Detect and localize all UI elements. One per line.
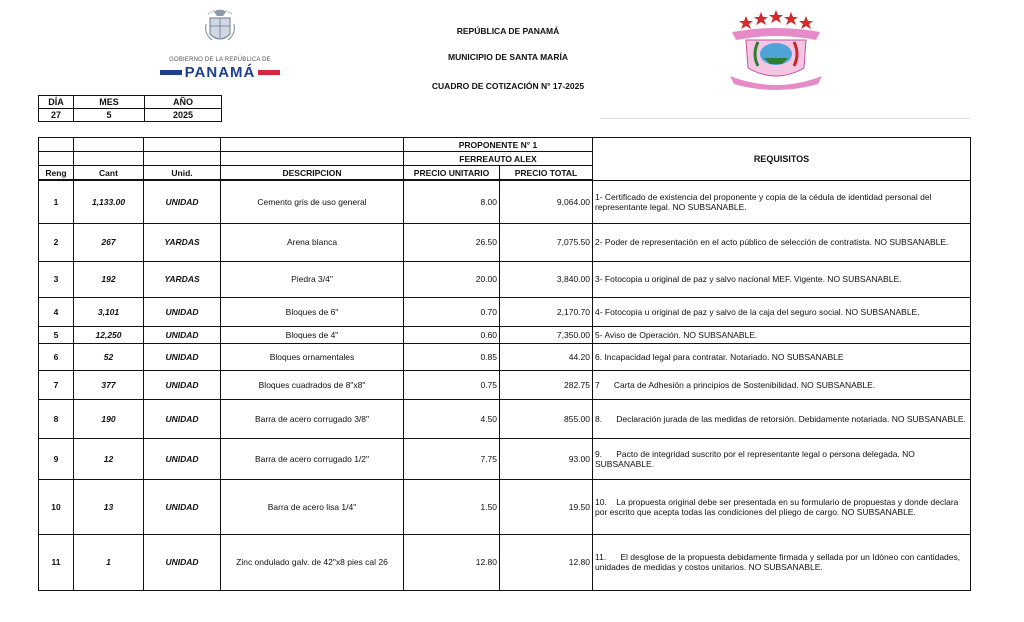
divider-line bbox=[600, 118, 970, 119]
table-row bbox=[39, 370, 971, 399]
header-blank bbox=[221, 138, 404, 152]
cell-requirement: 11. El desglose de la propuesta debidamente firmada y sellada por un Idóneo con cantidades, unidades de medidas y costos unitarios. NO SUBSANABLE. bbox=[593, 534, 971, 590]
cell-description: Arena blanca bbox=[221, 223, 404, 261]
gov-caption: GOBIERNO DE LA REPÚBLICA DE bbox=[169, 57, 271, 63]
cell-unid: UNIDAD bbox=[144, 479, 221, 534]
year-label: AÑO bbox=[145, 96, 222, 109]
column-header-unit-price: PRECIO UNITARIO bbox=[404, 166, 500, 181]
cell-requirement: 7 Carta de Adhesión a principios de Sostenibilidad. NO SUBSANABLE. bbox=[593, 370, 971, 399]
cell-cant: 1 bbox=[74, 534, 144, 590]
cell-total-price: 93.00 bbox=[500, 438, 593, 479]
cell-cant: 1,133.00 bbox=[74, 180, 144, 223]
cell-reng: 6 bbox=[39, 343, 74, 370]
table-row bbox=[39, 343, 971, 370]
gov-name-row bbox=[150, 64, 290, 81]
flag-bar-red bbox=[258, 70, 280, 75]
table-row bbox=[39, 534, 971, 590]
cell-reng: 10 bbox=[39, 479, 74, 534]
header-blank bbox=[144, 152, 221, 166]
cell-requirement: 2- Poder de representación en el acto público de selección de contratista. NO SUBSANABLE. bbox=[593, 223, 971, 261]
month-label: MES bbox=[74, 96, 145, 109]
heading-republic: REPÚBLICA DE PANAMÁ bbox=[456, 26, 560, 36]
cell-unit-price: 0.60 bbox=[404, 326, 500, 343]
cell-reng: 5 bbox=[39, 326, 74, 343]
cell-requirement: 4- Fotocopia u original de paz y salvo de la caja del seguro social. NO SUBSANABLE. bbox=[593, 297, 971, 326]
cell-requirement: 6. Incapacidad legal para contratar. Notariado. NO SUBSANABLE bbox=[593, 343, 971, 370]
column-header-description: DESCRIPCION bbox=[221, 166, 404, 181]
table-row bbox=[39, 479, 971, 534]
cell-cant: 52 bbox=[74, 343, 144, 370]
cell-reng: 4 bbox=[39, 297, 74, 326]
header-blank bbox=[39, 138, 74, 152]
cell-description: Zinc ondulado galv. de 42"x8 pies cal 26 bbox=[221, 534, 404, 590]
cell-description: Barra de acero corrugado 3/8" bbox=[221, 399, 404, 438]
header-blank bbox=[74, 138, 144, 152]
day-label: DÍA bbox=[39, 96, 74, 109]
cell-unit-price: 8.00 bbox=[404, 180, 500, 223]
coat-of-arms-icon bbox=[200, 6, 240, 50]
cell-unit-price: 0.70 bbox=[404, 297, 500, 326]
cell-description: Bloques cuadrados de 8"x8" bbox=[221, 370, 404, 399]
cell-unit-price: 7.75 bbox=[404, 438, 500, 479]
column-header-reng: Reng bbox=[39, 166, 74, 181]
cell-description: Bloques ornamentales bbox=[221, 343, 404, 370]
cell-unid: UNIDAD bbox=[144, 438, 221, 479]
cell-requirement: 1- Certificado de existencia del proponente y copia de la cédula de identidad personal del representante legal. NO SUBSANABLE. bbox=[593, 180, 971, 223]
cell-cant: 12 bbox=[74, 438, 144, 479]
table-row bbox=[39, 326, 971, 343]
cell-unit-price: 4.50 bbox=[404, 399, 500, 438]
cell-unid: YARDAS bbox=[144, 261, 221, 297]
date-box bbox=[38, 95, 222, 122]
cell-unit-price: 0.75 bbox=[404, 370, 500, 399]
proponent-header: PROPONENTE N° 1 bbox=[404, 138, 593, 152]
header-blank bbox=[221, 152, 404, 166]
heading-municipality: MUNICIPIO DE SANTA MARÍA bbox=[448, 52, 568, 62]
header-blank bbox=[144, 138, 221, 152]
cell-description: Barra de acero lisa 1/4" bbox=[221, 479, 404, 534]
day-value: 27 bbox=[39, 109, 74, 122]
municipal-seal bbox=[724, 10, 828, 92]
table-row bbox=[39, 297, 971, 326]
cell-unid: UNIDAD bbox=[144, 534, 221, 590]
cell-cant: 377 bbox=[74, 370, 144, 399]
cell-unid: UNIDAD bbox=[144, 297, 221, 326]
cell-total-price: 3,840.00 bbox=[500, 261, 593, 297]
cell-unid: UNIDAD bbox=[144, 370, 221, 399]
cell-description: Bloques de 4" bbox=[221, 326, 404, 343]
cell-cant: 3,101 bbox=[74, 297, 144, 326]
cell-cant: 267 bbox=[74, 223, 144, 261]
cell-unit-price: 1.50 bbox=[404, 479, 500, 534]
cell-reng: 2 bbox=[39, 223, 74, 261]
seal-icon bbox=[724, 10, 828, 92]
cell-total-price: 12.80 bbox=[500, 534, 593, 590]
cell-total-price: 855.00 bbox=[500, 399, 593, 438]
cell-unit-price: 26.50 bbox=[404, 223, 500, 261]
cell-requirement: 3- Fotocopia u original de paz y salvo nacional MEF. Vigente. NO SUBSANABLE. bbox=[593, 261, 971, 297]
cell-total-price: 44.20 bbox=[500, 343, 593, 370]
header-blank bbox=[74, 152, 144, 166]
cell-requirement: 9. Pacto de integridad suscrito por el representante legal o persona delegada. NO SUBSANABLE. bbox=[593, 438, 971, 479]
month-value: 5 bbox=[74, 109, 145, 122]
cell-total-price: 19.50 bbox=[500, 479, 593, 534]
cell-unid: UNIDAD bbox=[144, 180, 221, 223]
cell-reng: 8 bbox=[39, 399, 74, 438]
cell-requirement: 8. Declaración jurada de las medidas de retorsión. Debidamente notariada. NO SUBSANABLE. bbox=[593, 399, 971, 438]
header-blank bbox=[39, 152, 74, 166]
cell-description: Bloques de 6" bbox=[221, 297, 404, 326]
cell-cant: 190 bbox=[74, 399, 144, 438]
cell-total-price: 7,350.00 bbox=[500, 326, 593, 343]
column-header-unid: Unid. bbox=[144, 166, 221, 181]
table-row bbox=[39, 261, 971, 297]
cell-description: Piedra 3/4" bbox=[221, 261, 404, 297]
cell-unid: UNIDAD bbox=[144, 343, 221, 370]
table-row bbox=[39, 180, 971, 223]
cell-reng: 7 bbox=[39, 370, 74, 399]
cell-unit-price: 12.80 bbox=[404, 534, 500, 590]
gov-name: PANAMÁ bbox=[184, 64, 256, 81]
company-header: FERREAUTO ALEX bbox=[404, 152, 593, 166]
cell-unid: UNIDAD bbox=[144, 399, 221, 438]
cell-description: Cemento gris de uso general bbox=[221, 180, 404, 223]
cell-cant: 192 bbox=[74, 261, 144, 297]
cell-reng: 11 bbox=[39, 534, 74, 590]
table-row bbox=[39, 399, 971, 438]
column-header-cant: Cant bbox=[74, 166, 144, 181]
government-logo bbox=[150, 6, 290, 86]
cell-unit-price: 0.85 bbox=[404, 343, 500, 370]
table-row bbox=[39, 223, 971, 261]
cell-unit-price: 20.00 bbox=[404, 261, 500, 297]
cell-cant: 12,250 bbox=[74, 326, 144, 343]
cell-reng: 9 bbox=[39, 438, 74, 479]
cell-requirement: 10. La propuesta original debe ser presentada en su formulario de propuestas y donde declara por escrito que acepta todas las condiciones del pliego de cargo. NO SUBSANABLE. bbox=[593, 479, 971, 534]
cell-requirement: 5- Aviso de Operación. NO SUBSANABLE. bbox=[593, 326, 971, 343]
cell-unid: UNIDAD bbox=[144, 326, 221, 343]
column-header-total-price: PRECIO TOTAL bbox=[500, 166, 593, 181]
cell-total-price: 9,064.00 bbox=[500, 180, 593, 223]
cell-total-price: 7,075.50 bbox=[500, 223, 593, 261]
cell-total-price: 282.75 bbox=[500, 370, 593, 399]
cell-reng: 3 bbox=[39, 261, 74, 297]
year-value: 2025 bbox=[145, 109, 222, 122]
cell-reng: 1 bbox=[39, 180, 74, 223]
cell-description: Barra de acero corrugado 1/2" bbox=[221, 438, 404, 479]
requirements-header: REQUISITOS bbox=[593, 138, 971, 181]
heading-quote-title: CUADRO DE COTIZACIÓN N° 17-2025 bbox=[431, 81, 585, 91]
cell-total-price: 2,170.70 bbox=[500, 297, 593, 326]
cell-unid: YARDAS bbox=[144, 223, 221, 261]
quotation-table bbox=[38, 137, 971, 591]
cell-cant: 13 bbox=[74, 479, 144, 534]
table-row bbox=[39, 438, 971, 479]
flag-bar-blue bbox=[160, 70, 182, 75]
